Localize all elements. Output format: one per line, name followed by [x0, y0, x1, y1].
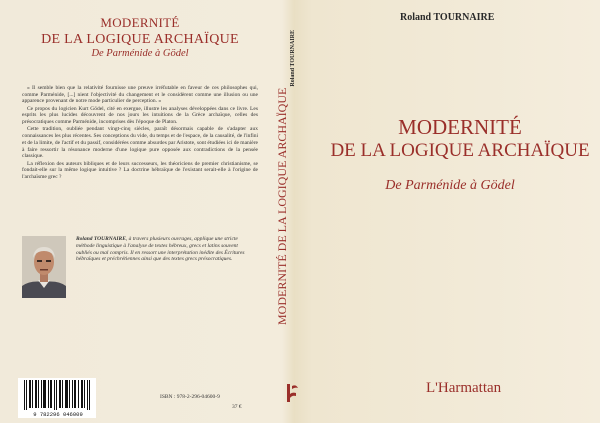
- author-bio-name: Roland TOURNAIRE: [76, 236, 126, 242]
- front-title-line2: DE LA LOGIQUE ARCHAÏQUE: [330, 140, 590, 161]
- front-subtitle: De Parménide à Gödel: [385, 178, 515, 193]
- blurb-paragraph: Ce propos du logicien Kurt Gödel, cité en exergue, illustre les analyses développées dans ce livre. Les esprits les plus lucides découvrent de nos jours les intuitions de la Grèce archaïque, celles des présocratiques comme Parménide, incomprises dès l'époque de Platon.: [22, 105, 258, 126]
- spine-title: [276, 88, 289, 325]
- publisher-logo-icon: [284, 382, 300, 409]
- spine-title-line2: DE LA LOGIQUE ARCHAÏQUE: [275, 87, 289, 252]
- back-title-line2: DE LA LOGIQUE ARCHAÏQUE: [41, 32, 239, 47]
- back-cover-blurb: [22, 85, 258, 181]
- blurb-paragraph: Cette tradition, oubliée pendant vingt-cinq siècles, paraît désormais capable de s'adapter aux connaissances les plus récentes. Ses conceptions du vide, du temps et de l'espace, de la causalité, de l'infini et de la limite, de l'actif et du passif, considérées comme absurdes par Aristote, sont étudiées ici de manière à faire ressortir la résonance moderne d'une logique pure opposée aux contradictions de la pensée classique.: [22, 126, 258, 160]
- blurb-paragraph: La réflexion des auteurs bibliques et de leurs successeurs, les théoriciens de premier christianisme, se fondait-elle sur la même logique intuitive ? La doctrine hébraïque de l'existant serait-elle à l'origine de l'archaïsme grec ?: [22, 160, 258, 180]
- front-title-line1: MODERNITÉ: [398, 115, 522, 139]
- back-title-line1: MODERNITÉ: [100, 15, 180, 30]
- back-cover-subtitle: De Parménide à Gödel: [91, 48, 189, 59]
- author-photo: [22, 236, 66, 298]
- author-bio-text: , à travers plusieurs ouvrages, applique une stricte méthode linguistique à l'analyse de textes hébreux, grecs et latins souvent oubliés ou mal compris. Il en ressort une interprétation inédite des Écritures hébraïques et préchrétiennes ainsi que des textes grecs présocratiques.: [76, 236, 245, 263]
- front-author: Roland TOURNAIRE: [400, 12, 495, 23]
- front-title: [315, 116, 600, 162]
- price: 37 €: [232, 404, 242, 410]
- spine-author: Roland TOURNAIRE: [290, 30, 296, 87]
- publisher-name: L'Harmattan: [426, 380, 502, 396]
- barcode-number: 9 782296 046009: [33, 411, 83, 418]
- blurb-paragraph: « Il semble bien que la relativité fournisse une preuve irréfutable en faveur de ces philosophes qui, comme Parménide, [...] nient l'objectivité du changement et le considèrent comme une illusion ou une apparence provenant de notre mode particulier de perception. »: [22, 85, 258, 105]
- isbn: ISBN : 978-2-296-04600-9: [160, 394, 220, 400]
- author-bio: [76, 236, 254, 263]
- spine-title-line1: MODERNITÉ: [275, 254, 289, 325]
- back-cover-title: [20, 14, 260, 48]
